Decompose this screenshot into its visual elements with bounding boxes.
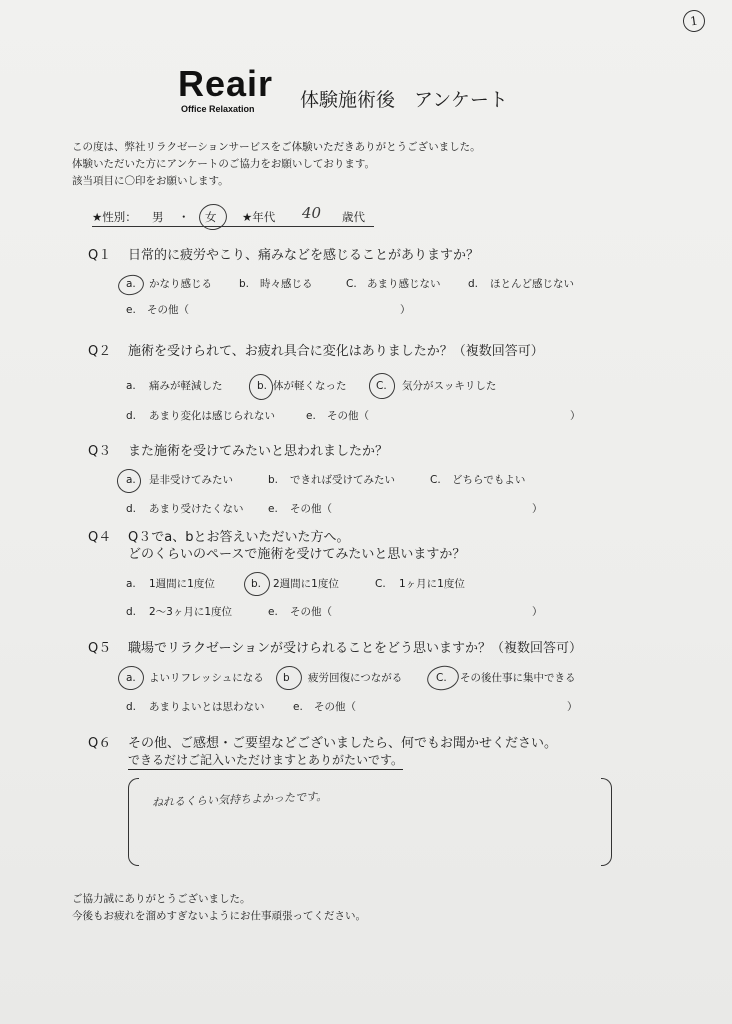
q4-number: Q４ — [88, 530, 112, 545]
q3-c-text: どちらでもよい — [452, 474, 526, 486]
intro-line-2: 体験いただいた方にアンケートのご協力をお願いしております。 — [72, 158, 376, 170]
q4-e-letter: e. — [268, 606, 278, 618]
age-value-handwritten: 40 — [302, 204, 322, 222]
q1-d-letter: d. — [468, 278, 479, 290]
q4-a-letter: a. — [126, 578, 136, 590]
q4-b-text: 2週間に1度位 — [273, 578, 339, 590]
q1-e-letter: e. — [126, 304, 136, 316]
q1-number: Q１ — [88, 248, 112, 263]
q5-b-circle-mark — [274, 664, 304, 693]
q5-c-letter: C. — [436, 672, 447, 684]
q2-e-close: ） — [570, 410, 581, 422]
q3-e-letter: e. — [268, 503, 278, 515]
comment-box-right-bracket — [601, 778, 612, 866]
q5-a-circle-mark — [116, 664, 146, 693]
page-number: 1 — [682, 9, 707, 34]
q1-a-text: かなり感じる — [149, 278, 212, 290]
q4-b-circle-mark — [242, 570, 272, 599]
q1-c-text: あまり感じない — [367, 278, 441, 290]
q4-e-text: その他（ — [290, 606, 332, 618]
q3-e-close: ） — [532, 503, 543, 515]
q2-text: 施術を受けられて、お疲れ具合に変化はありましたか？（複数回答可） — [128, 344, 544, 359]
q3-d-text: あまり受けたくない — [149, 503, 244, 515]
age-suffix: 歳代 — [342, 210, 365, 224]
q6-text-line-2: できるだけご記入いただけますとありがたいです。 — [128, 752, 403, 770]
q5-d-text: あまりよいとは思わない — [149, 701, 265, 713]
q1-d-text: ほとんど感じない — [490, 278, 574, 290]
q6-text: その他、ご感想・ご要望などございましたら、何でもお聞かせください。 — [128, 736, 558, 751]
q2-c-text: 気分がスッキリした — [402, 380, 497, 392]
q5-number: Q５ — [88, 641, 112, 656]
age-label: ★年代 — [242, 210, 276, 224]
q1-e-close: ） — [400, 304, 411, 316]
q1-text: 日常的に疲労やこり、痛みなどを感じることがありますか？ — [128, 248, 480, 263]
q5-b-letter: b — [283, 672, 290, 684]
q4-c-letter: C. — [375, 578, 386, 590]
q2-d-text: あまり変化は感じられない — [149, 410, 275, 422]
q5-b-text: 疲労回復につながる — [308, 672, 403, 684]
q1-a-circle-mark — [116, 273, 146, 298]
q2-d-letter: d. — [126, 410, 137, 422]
q3-number: Q３ — [88, 444, 112, 459]
q3-e-text: その他（ — [290, 503, 332, 515]
q2-number: Q２ — [88, 344, 112, 359]
q3-a-text: 是非受けてみたい — [149, 474, 233, 486]
q2-e-text: その他（ — [327, 410, 369, 422]
q5-e-text: その他（ — [314, 701, 356, 713]
q4-text-line-2: どのくらいのペースで施術を受けてみたいと思いますか？ — [128, 547, 466, 562]
q1-b-text: 時々感じる — [260, 278, 313, 290]
q5-c-circle-mark — [425, 663, 461, 693]
logo-tagline: Office Relaxation — [181, 104, 255, 114]
q2-b-text: 体が軽くなった — [273, 380, 347, 392]
gender-label: ★性別： — [92, 210, 137, 224]
intro-line-1: この度は、弊社リラクゼーションサービスをご体験いただきありがとうございました。 — [72, 141, 481, 153]
q4-d-letter: d. — [126, 606, 137, 618]
q2-a-text: 痛みが軽減した — [149, 380, 223, 392]
closing-line-2: 今後もお疲れを溜めすぎないようにお仕事頑張ってください。 — [72, 910, 366, 922]
q2-c-circle-mark — [367, 371, 398, 402]
q5-a-letter: a. — [126, 672, 136, 684]
q5-e-close: ） — [567, 701, 578, 713]
gender-separator: ・ — [178, 210, 190, 224]
q4-text: Q３でa、bとお答えいただいた方へ。 — [128, 530, 350, 545]
q3-a-circle-mark — [115, 467, 143, 495]
q5-text: 職場でリラクゼーションが受けられることをどう思いますか？（複数回答可） — [128, 641, 582, 656]
q3-c-letter: C. — [430, 474, 441, 486]
comment-box-left-bracket — [128, 778, 139, 866]
logo-brand: Reair — [178, 63, 274, 104]
q1-b-letter: b. — [239, 278, 250, 290]
demographics-row — [92, 206, 374, 227]
q4-c-text: 1ヶ月に1度位 — [399, 578, 465, 590]
q3-a-letter: a. — [126, 474, 136, 486]
intro-line-3: 該当項目に〇印をお願いします。 — [72, 175, 229, 187]
q1-c-letter: C. — [346, 278, 357, 290]
q3-b-letter: b. — [268, 474, 279, 486]
closing-line-1: ご協力誠にありがとうございました。 — [72, 893, 251, 905]
gender-male: 男 — [152, 210, 164, 224]
q3-text: また施術を受けてみたいと思われましたか？ — [128, 444, 389, 459]
handwritten-comment: ねれるくらい気持ちよかったです。 — [151, 789, 328, 810]
q3-d-letter: d. — [126, 503, 137, 515]
page-title: 体験施術後 アンケート — [300, 89, 508, 111]
q2-e-letter: e. — [306, 410, 316, 422]
q4-d-text: 2〜3ヶ月に1度位 — [149, 606, 233, 618]
q1-e-text: その他（ — [147, 304, 189, 316]
q5-e-letter: e. — [293, 701, 303, 713]
q4-e-close: ） — [532, 606, 543, 618]
q2-b-letter: b. — [257, 380, 268, 392]
q5-c-text: その後仕事に集中できる — [460, 672, 576, 684]
gender-female: 女 — [205, 210, 217, 224]
q4-a-text: 1週間に1度位 — [149, 578, 215, 590]
q2-b-circle-mark — [247, 372, 276, 402]
q6-number: Q６ — [88, 736, 112, 751]
q3-b-text: できれば受けてみたい — [290, 474, 395, 486]
q2-c-letter: C. — [376, 380, 387, 392]
q1-a-letter: a. — [126, 278, 136, 290]
q2-a-letter: a. — [126, 380, 136, 392]
q5-d-letter: d. — [126, 701, 137, 713]
q4-b-letter: b. — [251, 578, 262, 590]
q5-a-text: よいリフレッシュになる — [149, 672, 264, 684]
